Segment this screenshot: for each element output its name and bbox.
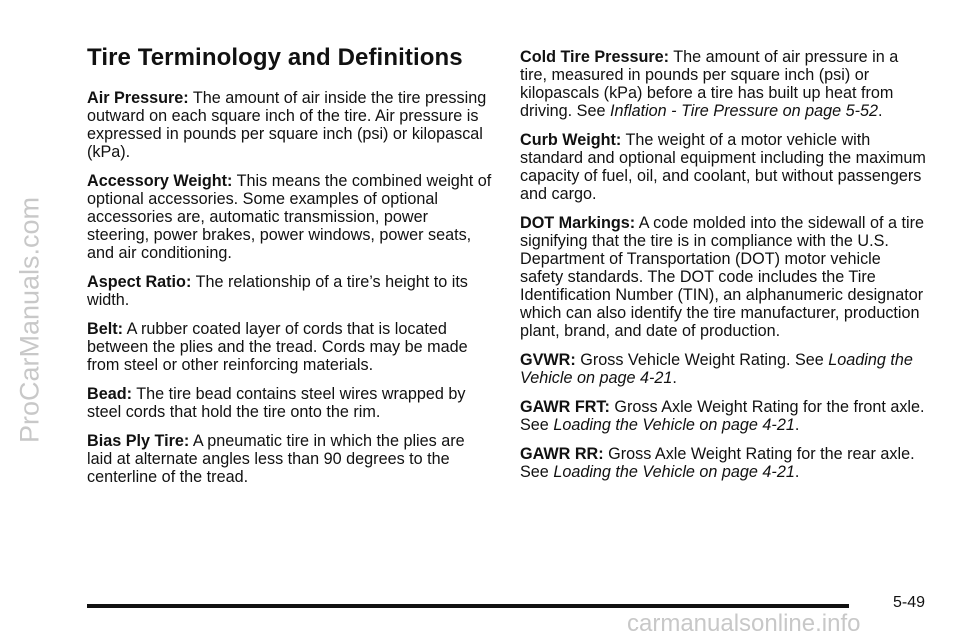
page-title: Tire Terminology and Definitions xyxy=(87,44,463,71)
definition-text: The amount of air pressure in a tire, measured in pounds per square inch (psi) or kilopascals (kPa) before a tire has built up heat from driving. See xyxy=(520,48,899,120)
term: DOT Markings: xyxy=(520,214,636,232)
definition-text: The tire bead contains steel wires wrapped by steel cords that hold the tire onto the rim. xyxy=(87,385,466,421)
cross-reference-link[interactable]: Loading the Vehicle on page 4-21 xyxy=(520,351,913,387)
page-number: 5-49 xyxy=(893,594,926,611)
term: Bias Ply Tire: xyxy=(87,432,190,450)
definition-gawr-rr xyxy=(520,445,926,481)
term: Belt: xyxy=(87,320,123,338)
definition-belt xyxy=(87,320,492,374)
definition-text: Gross Axle Weight Rating for the rear axle. See xyxy=(520,445,915,481)
definition-text-end: . xyxy=(672,369,677,387)
definition-text: A rubber coated layer of cords that is located between the plies and the tread. Cords may be made from steel or other reinforcing materials. xyxy=(87,320,468,374)
right-column xyxy=(520,48,926,492)
definition-text: Gross Vehicle Weight Rating. See xyxy=(580,351,824,369)
definition-bias-ply-tire xyxy=(87,432,492,486)
term: Cold Tire Pressure: xyxy=(520,48,670,66)
definition-text: A pneumatic tire in which the plies are laid at alternate angles less than 90 degrees to the centerline of the tread. xyxy=(87,432,465,486)
definition-text: The relationship of a tire’s height to its width. xyxy=(87,273,468,309)
definition-accessory-weight xyxy=(87,172,492,262)
footer-divider xyxy=(87,604,849,608)
term: Accessory Weight: xyxy=(87,172,233,190)
definition-cold-tire-pressure xyxy=(520,48,926,120)
definition-text-end: . xyxy=(794,416,800,434)
term: Aspect Ratio: xyxy=(87,273,192,291)
term: GAWR RR: xyxy=(520,445,604,463)
cross-reference-link[interactable]: Loading the Vehicle on page 4-21 xyxy=(553,463,795,481)
definition-air-pressure xyxy=(87,89,492,161)
cross-reference-link[interactable]: Loading the Vehicle on page 4-21 xyxy=(553,416,795,434)
definition-bead xyxy=(87,385,492,421)
definition-gawr-frt xyxy=(520,398,926,434)
left-column xyxy=(87,89,492,497)
definition-dot-markings xyxy=(520,214,926,340)
definition-text: A code molded into the sidewall of a tire signifying that the tire is in compliance with the U.S. Department of Transportation (DOT) motor vehicle safety standards. The DOT code includes the Tire Identification Number (TIN), an alphanumeric designator which can also identify the tire manufacturer, production plant, brand, and date of production. xyxy=(520,214,924,340)
term: Air Pressure: xyxy=(87,89,189,107)
definition-curb-weight xyxy=(520,131,926,203)
definition-gvwr xyxy=(520,351,926,387)
definition-text: Gross Axle Weight Rating for the front axle. See xyxy=(520,398,925,434)
term: GVWR: xyxy=(520,351,576,369)
definition-aspect-ratio xyxy=(87,273,492,309)
cross-reference-link[interactable]: Inflation - Tire Pressure on page 5-52 xyxy=(609,102,878,120)
definition-text-end: . xyxy=(877,102,883,120)
definition-text: The amount of air inside the tire pressing outward on each square inch of the tire. Air pressure is expressed in pounds per square inch (psi) or kilopascal (kPa). xyxy=(87,89,487,161)
definition-text: The weight of a motor vehicle with standard and optional equipment including the maximum capacity of fuel, oil, and coolant, but without passengers and cargo. xyxy=(520,131,926,203)
term: Curb Weight: xyxy=(520,131,622,149)
definition-text: This means the combined weight of optional accessories. Some examples of optional accessories are, automatic transmission, power steering, power brakes, power windows, power seats, and air conditioning. xyxy=(87,172,492,262)
watermark-bottom: carmanualsonline.info xyxy=(627,610,861,637)
term: Bead: xyxy=(87,385,132,403)
watermark-side: ProCarManuals.com xyxy=(14,196,45,444)
definition-text-end: . xyxy=(794,463,800,481)
term: GAWR FRT: xyxy=(520,398,610,416)
